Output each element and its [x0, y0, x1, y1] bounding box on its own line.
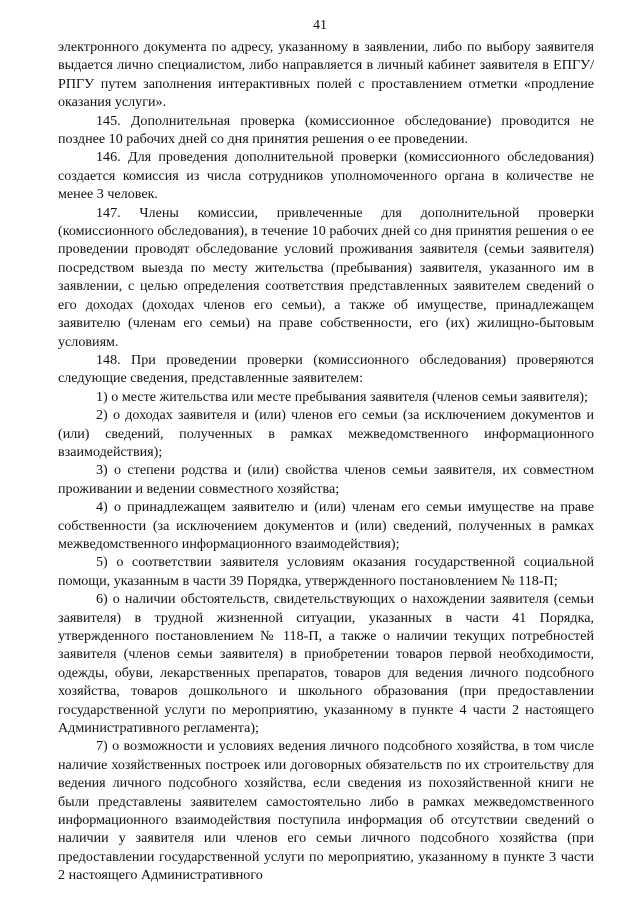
list-item-2: 2) о доходах заявителя и (или) членов его семьи (за исключением документов и (или) сведений, полученных в рамках межведомственного информационного взаимодействия); [58, 407, 594, 460]
list-item-3: 3) о степени родства и (или) свойства членов семьи заявителя, их совместном проживании и ведении совместного хозяйства; [58, 462, 594, 497]
paragraph-continuation: электронного документа по адресу, указанному в заявлении, либо по выбору заявителя выдается лично специалистом, либо направляется в личный кабинет заявителя в ЕПГУ/РПГУ путем заполнения интерактивных полей с проставлением отметки «продление оказания услуги». [58, 39, 594, 111]
paragraph-145: 145. Дополнительная проверка (комиссионное обследование) проводится не позднее 10 рабочих дней со дня принятия решения о ее проведении. [58, 112, 594, 148]
document-body [58, 38, 594, 885]
list-item-1: 1) о месте жительства или месте пребывания заявителя (членов семьи заявителя); [96, 388, 588, 405]
paragraph-146: 146. Для проведения дополнительной проверки (комиссионного обследования) создается комиссия из числа сотрудников уполномоченного органа в количестве не менее 3 человек. [58, 149, 594, 203]
page-number: 41 [313, 18, 327, 33]
paragraph-147: 147. Члены комиссии, привлеченные для дополнительной проверки (комиссионного обследования), в течение 10 рабочих дней со дня принятия решения о ее проведении проводят обследование условий проживания заявителя (семьи заявителя) посредством выезда по месту жительства (пребывания) заявителя, указанного им в заявлении, с целью определения соответствия представленных заявителем сведений о его доходах (доходах членов его семьи), а также об имуществе, принадлежащем заявителю (членам его семьи) на праве собственности, его (их) жилищно-бытовым условиям. [58, 204, 594, 350]
paragraph-148: 148. При проведении проверки (комиссионного обследования) проверяются следующие сведения, представленные заявителем: [58, 351, 594, 387]
list-item-4: 4) о принадлежащем заявителю и (или) членам его семьи имуществе на праве собственности (за исключением документов и (или) сведений, полученных в рамках межведомственного информационного взаимодействия); [58, 499, 594, 552]
list-item-5: 5) о соответствии заявителя условиям оказания государственной социальной помощи, указанным в части 39 Порядка, утвержденного постановлением № 118-П; [58, 554, 594, 589]
list-item-7: 7) о возможности и условиях ведения личного подсобного хозяйства, в том числе наличие хозяйственных построек или договорных обязательств по их строительству для ведения личного подсобного хозяйства, если сведения из похозяйственной книги не были представлены заявителем самостоятельно либо в рамках межведомственного информационного взаимодействия поступила информация об отсутствии сведений о наличии у заявителя или членов его семьи личного подсобного хозяйства (при предоставлении государственной услуги по мероприятию, указанному в пункте 3 части 2 настоящего Административного [58, 738, 594, 884]
list-item-6: 6) о наличии обстоятельств, свидетельствующих о нахождении заявителя (семьи заявителя) в трудной жизненной ситуации, указанных в части 41 Порядка, утвержденного постановлением № 118-П, а также о наличии текущих потребностей заявителя (членов семьи заявителя) в приобретении товаров первой необходимости, одежды, обуви, лекарственных препаратов, товаров для ведения личного подсобного хозяйства, товаров дошкольного и школьного образования (при предоставлении государственной услуги по мероприятию, указанному в пункте 4 части 2 настоящего Административного регламента); [58, 591, 594, 737]
